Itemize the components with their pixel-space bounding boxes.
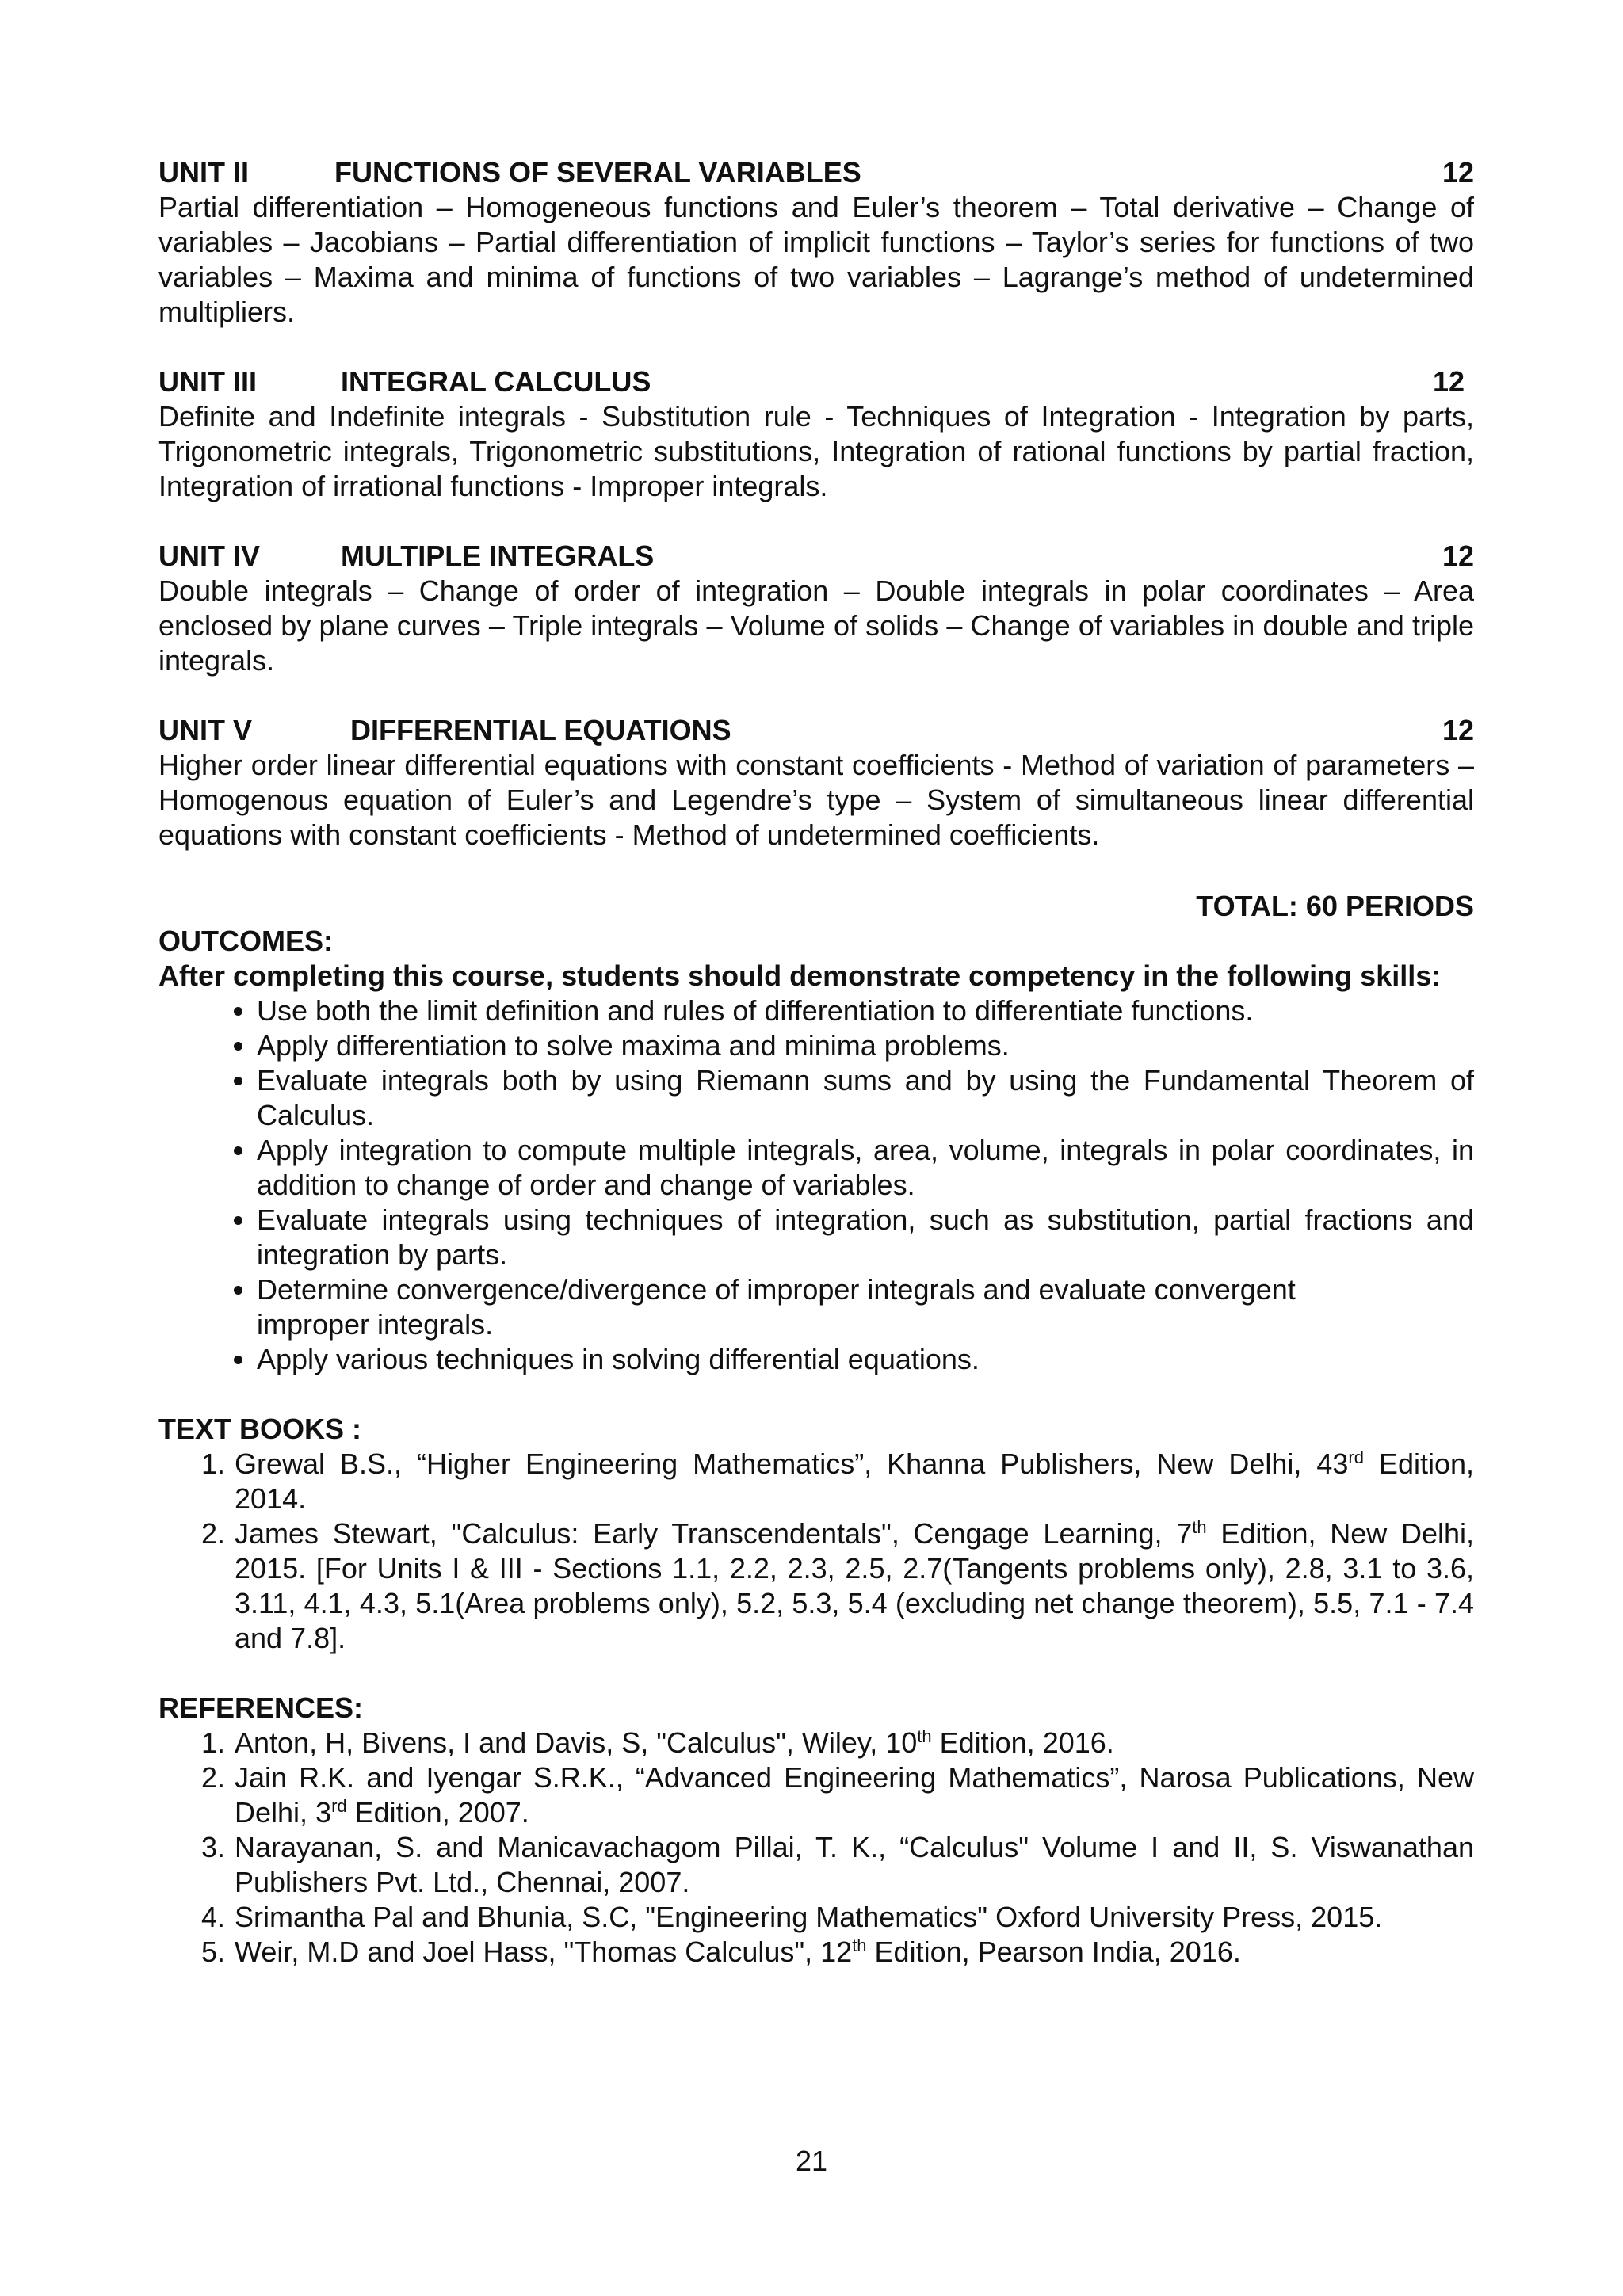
unit-heading: [158, 539, 1474, 574]
unit-description: Higher order linear differential equations with constant coefficients - Method of variation of parameters – Homogenous equation of Euler’s and Legendre’s type – System of simultaneous linear differential equations with constant coefficients - Method of undetermined coefficients.: [158, 749, 1474, 851]
ordinal-suffix: th: [852, 1936, 867, 1955]
unit-hours: 12: [1442, 714, 1474, 746]
list-item: [233, 1760, 1474, 1830]
unit-description: Double integrals – Change of order of integration – Double integrals in polar coordinates – Area enclosed by plane curves – Triple integrals – Volume of solids – Change of variables in double and triple integrals.: [158, 574, 1474, 677]
list-item: [233, 1935, 1474, 1970]
page-number: 21: [795, 2145, 828, 2177]
unit-description: Definite and Indefinite integrals - Substitution rule - Techniques of Integration - Integration by parts, Trigonometric integrals, Trigonometric substitutions, Integration of rational functions by partial fraction, Integration of irrational functions - Improper integrals.: [158, 400, 1474, 502]
references-list: [158, 1726, 1474, 1970]
list-item: • Evaluate integrals using techniques of integration, such as substitution, partial fractions and integration by parts.: [257, 1203, 1474, 1272]
unit-hours: 12: [1432, 365, 1465, 398]
list-item: [233, 1830, 1474, 1900]
document-page: [158, 155, 1474, 1970]
list-item: [233, 1900, 1474, 1935]
citation-text: Edition, 2014.: [235, 1447, 1475, 1515]
citation-text: Grewal B.S., “Higher Engineering Mathematics”, Khanna Publishers, New Delhi, 43: [235, 1447, 1349, 1480]
list-item: [233, 1726, 1474, 1760]
outcomes-heading: OUTCOMES:: [158, 925, 333, 957]
unit-4: [158, 539, 1474, 678]
citation-text: Narayanan, S. and Manicavachagom Pillai, T. K., “Calculus" Volume I and II, S. Viswanathan Publishers Pvt. Ltd., Chennai, 2007.: [235, 1831, 1474, 1898]
unit-heading: [158, 364, 1474, 399]
textbooks-list: [158, 1447, 1474, 1656]
unit-title: INTEGRAL CALCULUS: [341, 365, 651, 398]
unit-hours: 12: [1442, 540, 1474, 572]
references-heading: REFERENCES:: [158, 1691, 364, 1724]
citation-text: Jain R.K. and Iyengar S.R.K., “Advanced Engineering Mathematics”, Narosa Publications, New Delhi, 3: [235, 1761, 1474, 1829]
list-item: • Determine convergence/divergence of improper integrals and evaluate convergent improper integrals.: [257, 1272, 1474, 1342]
citation-text: Weir, M.D and Joel Hass, "Thomas Calculus", 12: [235, 1936, 853, 1968]
unit-number: UNIT V: [158, 714, 253, 746]
list-item: [233, 1516, 1474, 1656]
list-item: • Evaluate integrals both by using Riemann sums and by using the Fundamental Theorem of Calculus.: [257, 1063, 1474, 1133]
unit-number: UNIT II: [158, 156, 249, 189]
ordinal-suffix: th: [1192, 1517, 1207, 1537]
citation-text: Edition, New Delhi, 2015. [For Units I & III - Sections 1.1, 2.2, 2.3, 2.5, 2.7(Tangents problems only), 2.8, 3.1 to 3.6, 3.11, 4.1, 4.3, 5.1(Area problems only), 5.2, 5.3, 5.4 (excluding net change theorem), 5.5, 7.1 - 7.4 and 7.8].: [235, 1517, 1474, 1654]
unit-title: DIFFERENTIAL EQUATIONS: [350, 714, 731, 746]
total-periods: TOTAL: 60 PERIODS: [1196, 890, 1474, 922]
unit-number: UNIT III: [158, 365, 257, 398]
citation-text: Edition, 2016.: [931, 1726, 1114, 1759]
unit-hours: 12: [1442, 156, 1474, 189]
citation-text: Edition, Pearson India, 2016.: [866, 1936, 1241, 1968]
outcomes-list: [158, 994, 1474, 1377]
unit-number: UNIT IV: [158, 540, 261, 572]
outcomes-intro: After completing this course, students should demonstrate competency in the following skills:: [158, 959, 1442, 992]
unit-heading: [158, 155, 1474, 190]
textbooks-heading: TEXT BOOKS :: [158, 1413, 362, 1445]
list-item: • Use both the limit definition and rules of differentiation to differentiate functions.: [257, 994, 1474, 1028]
list-item: [233, 1447, 1474, 1516]
unit-5: [158, 713, 1474, 852]
unit-title: FUNCTIONS OF SEVERAL VARIABLES: [334, 156, 861, 189]
citation-text: Edition, 2007.: [346, 1796, 529, 1829]
citation-text: Anton, H, Bivens, I and Davis, S, "Calculus", Wiley, 10: [235, 1726, 918, 1759]
list-item: • Apply various techniques in solving differential equations.: [257, 1342, 1474, 1377]
ordinal-suffix: rd: [1348, 1447, 1364, 1467]
list-item: • Apply differentiation to solve maxima and minima problems.: [257, 1028, 1474, 1063]
unit-title: MULTIPLE INTEGRALS: [341, 540, 655, 572]
unit-heading: [158, 713, 1474, 748]
citation-text: James Stewart, "Calculus: Early Transcendentals", Cengage Learning, 7: [235, 1517, 1193, 1550]
list-item: • Apply integration to compute multiple integrals, area, volume, integrals in polar coordinates, in addition to change of order and change of variables.: [257, 1133, 1474, 1203]
unit-2: [158, 155, 1474, 330]
unit-3: [158, 364, 1474, 504]
unit-description: Partial differentiation – Homogeneous functions and Euler’s theorem – Total derivative – Change of variables – Jacobians – Partial differentiation of implicit functions – Taylor’s series for functions of two variables – Maxima and minima of functions of two variables – Lagrange’s method of undetermined multipliers.: [158, 191, 1474, 328]
citation-text: Srimantha Pal and Bhunia, S.C, "Engineering Mathematics" Oxford University Press, 2015.: [235, 1901, 1383, 1933]
ordinal-suffix: rd: [331, 1796, 347, 1816]
ordinal-suffix: th: [917, 1726, 932, 1746]
